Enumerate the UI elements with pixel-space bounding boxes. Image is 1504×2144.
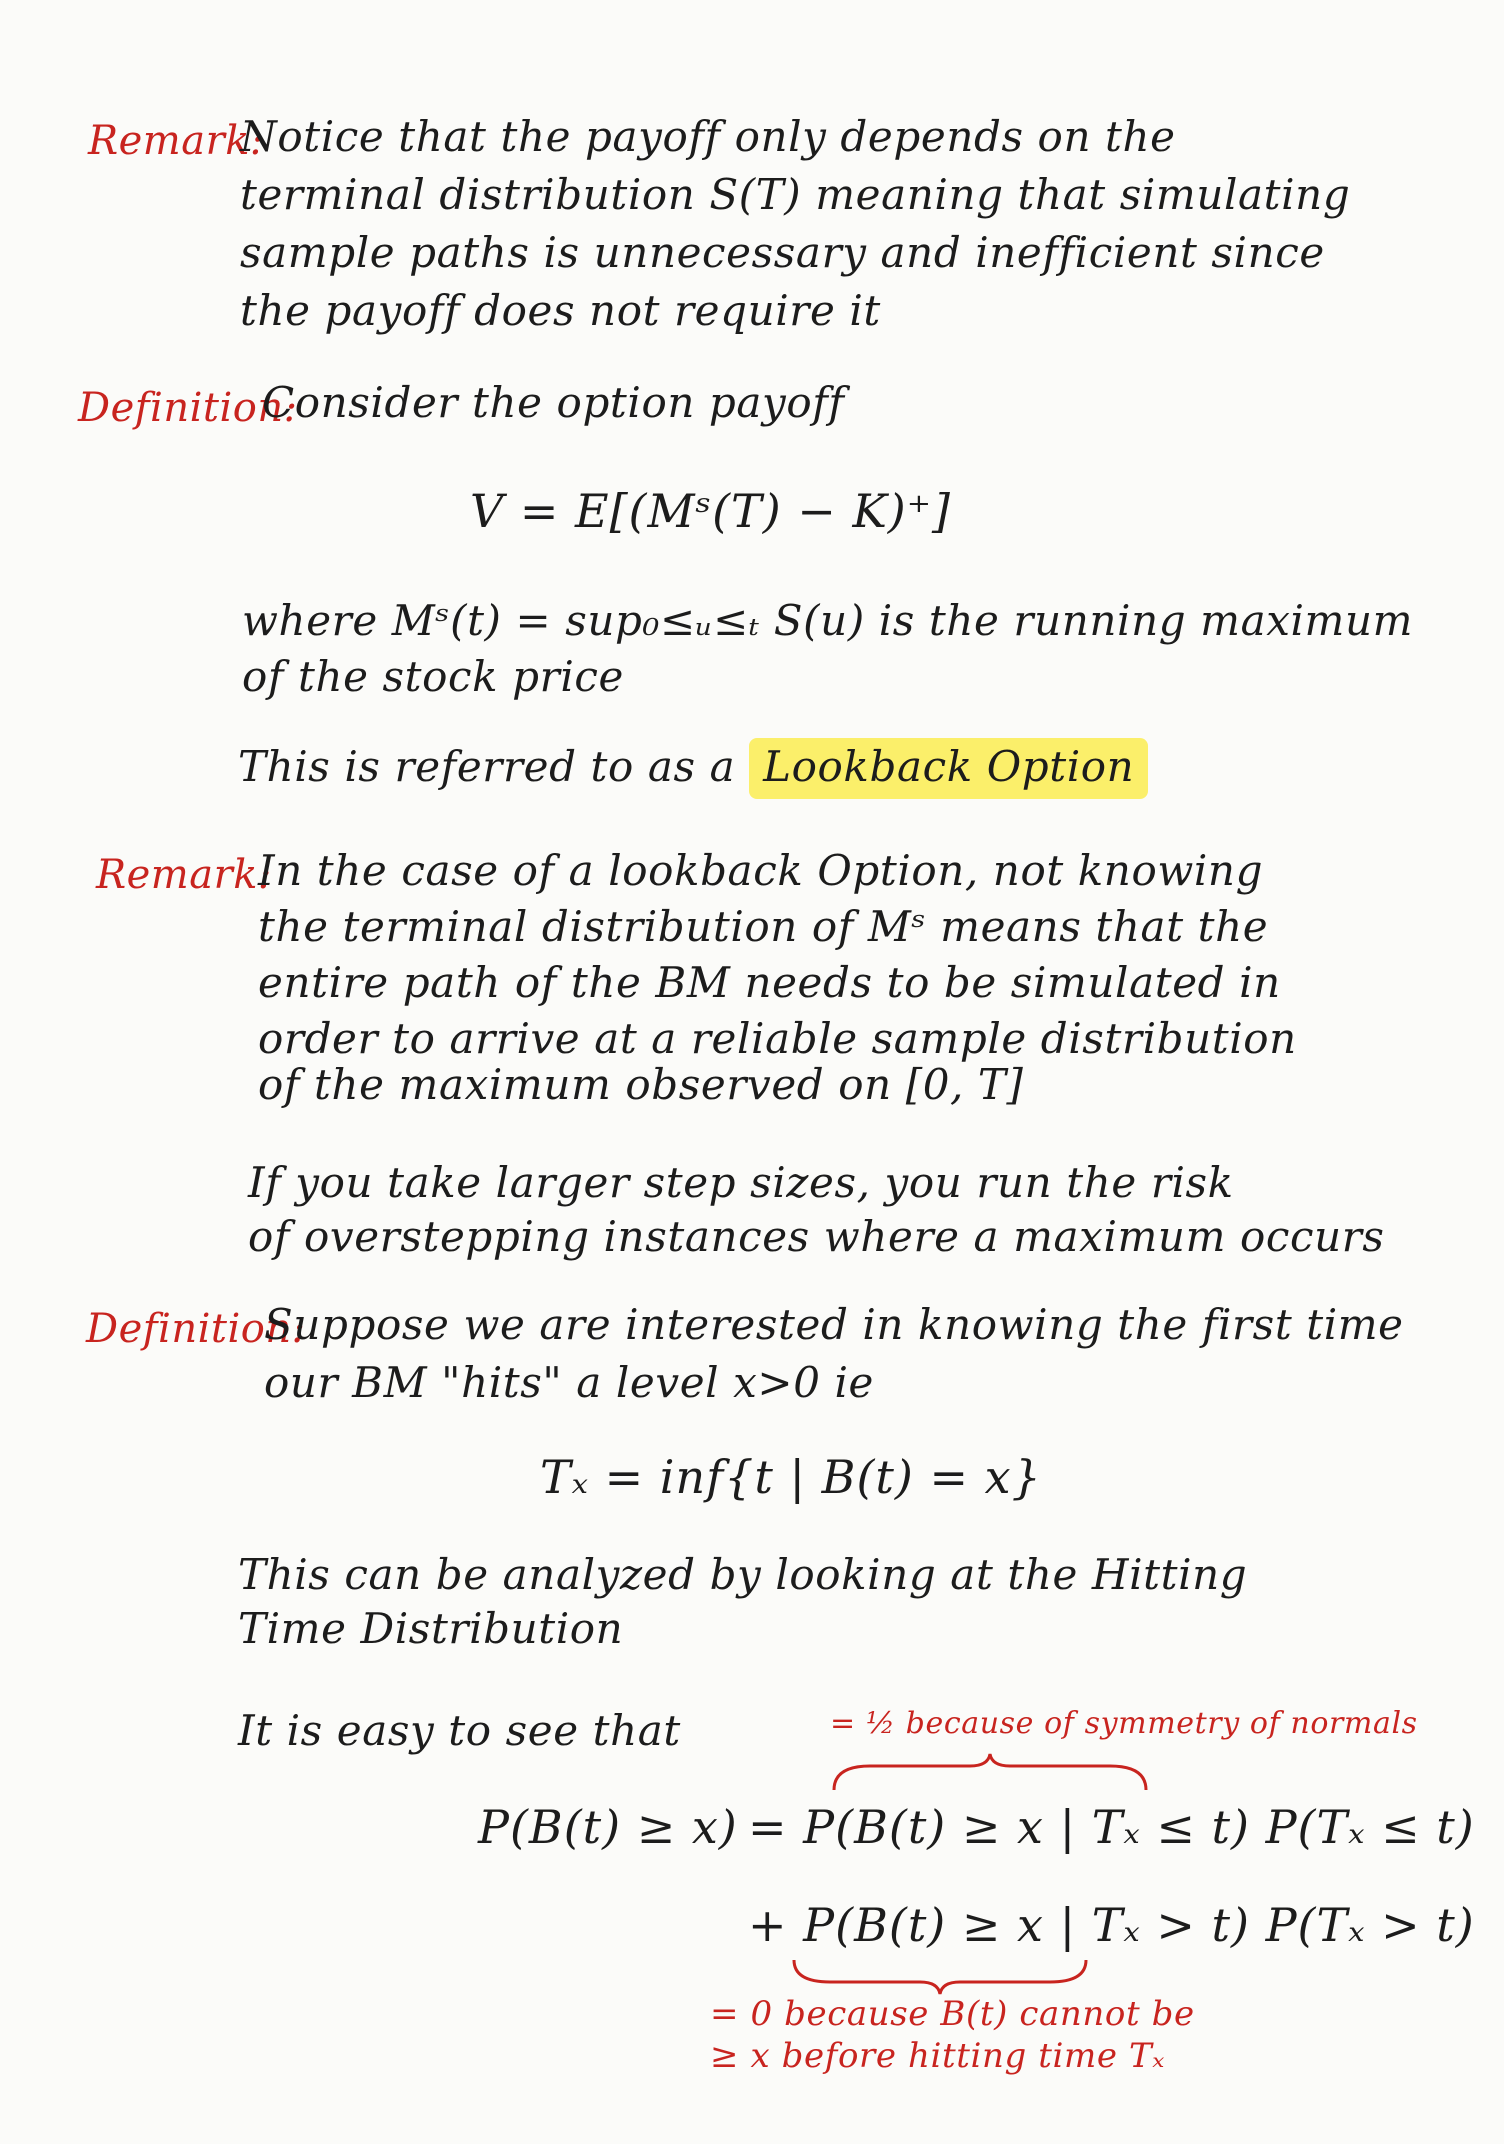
top-brace-icon [830,1752,1150,1794]
remark1-line-2: terminal distribution S(T) meaning that simulating [240,170,1351,219]
easy-to-see-line: It is easy to see that [238,1706,681,1755]
referred-prefix: This is referred to as a [238,742,736,791]
zero-annotation-line-2: ≥ x before hitting time Tₓ [710,2036,1165,2076]
analyzed-line-1: This can be analyzed by looking at the Hitting [238,1550,1248,1599]
definition1-where-line-1: where Mˢ(t) = sup₀≤ᵤ≤ₜ S(u) is the running maximum [242,596,1414,645]
bottom-brace-icon [790,1956,1090,1996]
hitting-time-formula: Tₓ = inf{t | B(t) = x} [540,1450,1042,1504]
zero-annotation-line-1: = 0 because B(t) cannot be [710,1994,1195,2034]
definition1-referred [238,742,1148,791]
remark1-line-3: sample paths is unnecessary and inefficient since [240,228,1325,277]
remark2-line-4: order to arrive at a reliable sample distribution [258,1014,1297,1063]
definition-label: Definition: [78,385,298,431]
probability-rhs-line-1: = P(B(t) ≥ x | Tₓ ≤ t) P(Tₓ ≤ t) [748,1800,1475,1854]
definition2-line-2: our BM "hits" a level x>0 ie [264,1358,874,1407]
remark2-line-3: entire path of the BM needs to be simulated in [258,958,1281,1007]
definition1-intro: Consider the option payoff [262,378,845,427]
remark2-extra-line-1: If you take larger step sizes, you run the risk [248,1158,1234,1207]
remark2-line-5: of the maximum observed on [0, T] [258,1060,1024,1109]
definition1-where-line-2: of the stock price [242,652,624,701]
probability-rhs-line-2: + P(B(t) ≥ x | Tₓ > t) P(Tₓ > t) [748,1898,1475,1952]
remark1-line-1: Notice that the payoff only depends on the [240,112,1176,161]
remark2-extra-line-2: of overstepping instances where a maximum occurs [248,1212,1385,1261]
probability-lhs: P(B(t) ≥ x) [478,1800,738,1854]
remark2-line-1: In the case of a lookback Option, not knowing [258,846,1264,895]
remark-label: Remark: [96,852,272,898]
definition-label: Definition: [86,1306,306,1352]
analyzed-line-2: Time Distribution [238,1604,624,1653]
definition2-line-1: Suppose we are interested in knowing the first time [264,1300,1404,1349]
symmetry-annotation: = ½ because of symmetry of normals [830,1706,1418,1741]
remark1-line-4: the payoff does not require it [240,286,881,335]
remark2-line-2: the terminal distribution of Mˢ means that the [258,902,1269,951]
lookback-payoff-formula: V = E[(Mˢ(T) − K)⁺] [470,484,951,538]
remark-label: Remark: [88,118,264,164]
lookback-option-highlight: Lookback Option [749,738,1148,799]
